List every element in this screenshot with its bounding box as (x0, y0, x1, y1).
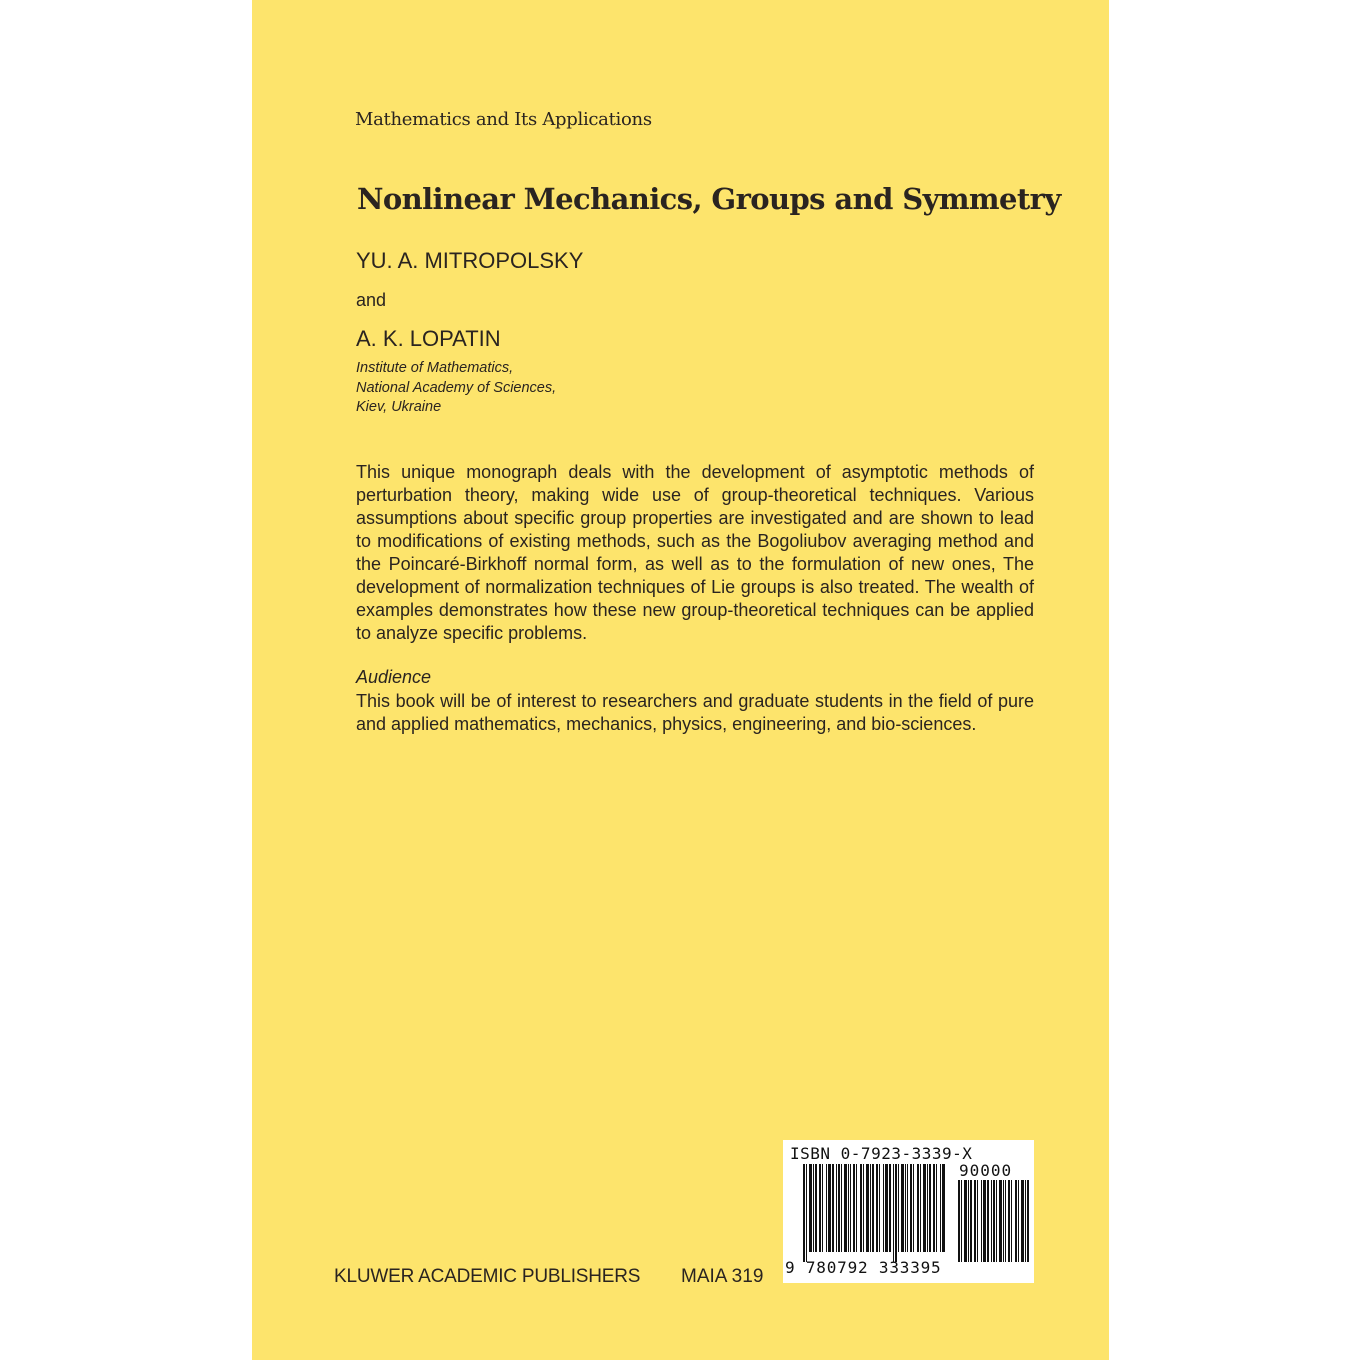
barcode-bar (940, 1164, 941, 1252)
barcode-bar (850, 1164, 851, 1252)
barcode-bar (968, 1180, 969, 1262)
ean-digits: 9 780792 333395 (785, 1258, 942, 1277)
barcode-bar (809, 1164, 812, 1252)
barcode-bar (822, 1164, 823, 1252)
barcode-bar (905, 1164, 906, 1252)
barcode-bar (981, 1180, 982, 1262)
barcode-bar (983, 1180, 986, 1262)
barcode-bar (961, 1180, 962, 1262)
barcode-bar (1011, 1180, 1012, 1262)
barcode-bar (838, 1164, 840, 1252)
barcode-bar (1025, 1180, 1026, 1262)
barcode-bar (1018, 1180, 1019, 1262)
barcode-bar (1008, 1180, 1010, 1262)
isbn-label: ISBN 0-7923-3339-X (790, 1144, 973, 1163)
barcode-bar (872, 1164, 874, 1252)
barcode-bar (883, 1164, 884, 1252)
barcode-bar (860, 1164, 862, 1252)
barcode-bar (923, 1164, 926, 1252)
barcode-bar (841, 1164, 842, 1252)
barcode-bar (853, 1164, 855, 1252)
barcode-bar (893, 1164, 894, 1262)
barcode-bar (942, 1164, 945, 1252)
barcode-bar (815, 1164, 817, 1252)
barcode-bar (844, 1164, 847, 1252)
publisher-name: KLUWER ACADEMIC PUBLISHERS (334, 1266, 641, 1287)
barcode-bar (1005, 1180, 1006, 1262)
isbn-barcode (783, 1140, 1034, 1283)
barcode-bar (1027, 1180, 1029, 1262)
barcode-bar (806, 1164, 807, 1262)
barcode-bar (920, 1164, 921, 1252)
barcode-bar (913, 1164, 914, 1252)
barcode-bar (977, 1180, 978, 1262)
barcode-bar (870, 1164, 871, 1252)
book-description: This unique monograph deals with the development of asymptotic methods of perturbation theory, making wide use of group-theoretical techniques. Various assumptions about specific group properties are investigated and are shown to lead to modifications of existing methods, such as the Bogoliubov averaging method and the Poincaré-Birkhoff normal form, as well as to the formulation of new ones, The development of normalization techniques of Lie groups is also treated. The wealth of examples demonstrates how these new group-theoretical techniques can be applied to analyze specific problems. (356, 462, 1034, 643)
barcode-bar (1015, 1180, 1017, 1262)
barcode-bar (895, 1164, 897, 1262)
barcode-bar (970, 1180, 972, 1262)
barcode-bar (889, 1164, 891, 1252)
barcode-bar (993, 1180, 995, 1262)
author-conjunction: and (356, 290, 387, 310)
barcode-bar (848, 1164, 849, 1252)
audience-description: This book will be of interest to researchers and graduate students in the field of pure and applied mathematics, mechanics, physics, engineering, and bio-sciences. (356, 691, 1034, 734)
barcode-bar (987, 1180, 989, 1262)
affiliation-line-3: Kiev, Ukraine (356, 399, 442, 415)
barcode-bar (856, 1164, 857, 1252)
barcode-bar (901, 1164, 904, 1252)
book-title: Nonlinear Mechanics, Groups and Symmetry (357, 182, 1061, 216)
barcode-bar (958, 1180, 960, 1262)
barcode-bar (898, 1164, 899, 1252)
barcode-bar (885, 1164, 888, 1252)
barcode-bar (910, 1164, 912, 1252)
barcode-bar (991, 1180, 992, 1262)
barcode-bar (964, 1180, 967, 1262)
barcode-bar (999, 1180, 1002, 1262)
ean-barcode-bars (803, 1164, 945, 1262)
barcode-bar (836, 1164, 837, 1252)
barcode-bar (917, 1164, 919, 1252)
barcode-bar (996, 1180, 997, 1262)
barcode-bar (819, 1164, 821, 1252)
barcode-bar (832, 1164, 834, 1252)
barcode-bar (1003, 1180, 1004, 1262)
price-code: 90000 (959, 1161, 1013, 1180)
barcode-bar (907, 1164, 908, 1252)
barcode-bar (828, 1164, 831, 1252)
barcode-bar (826, 1164, 827, 1252)
barcode-bar (974, 1180, 976, 1262)
barcode-bar (866, 1164, 869, 1252)
barcode-bar (933, 1164, 935, 1252)
barcode-bar (1021, 1180, 1024, 1262)
barcode-bar (929, 1164, 931, 1252)
audience-heading: Audience (356, 667, 432, 687)
barcode-bar (863, 1164, 864, 1252)
author-2: A. K. LOPATIN (356, 326, 501, 351)
series-code: MAIA 319 (681, 1266, 764, 1287)
barcode-bar (927, 1164, 928, 1252)
addon-barcode-bars (958, 1180, 1029, 1262)
affiliation-line-2: National Academy of Sciences, (356, 379, 557, 396)
barcode-bar (879, 1164, 880, 1252)
barcode-bar (803, 1164, 805, 1262)
barcode-bar (813, 1164, 814, 1252)
affiliation-line-1: Institute of Mathematics, (356, 360, 514, 376)
barcode-bar (936, 1164, 937, 1252)
series-name: Mathematics and Its Applications (355, 109, 652, 130)
barcode-bar (876, 1164, 878, 1252)
author-1: YU. A. MITROPOLSKY (356, 248, 584, 273)
author-affiliation (356, 359, 556, 418)
